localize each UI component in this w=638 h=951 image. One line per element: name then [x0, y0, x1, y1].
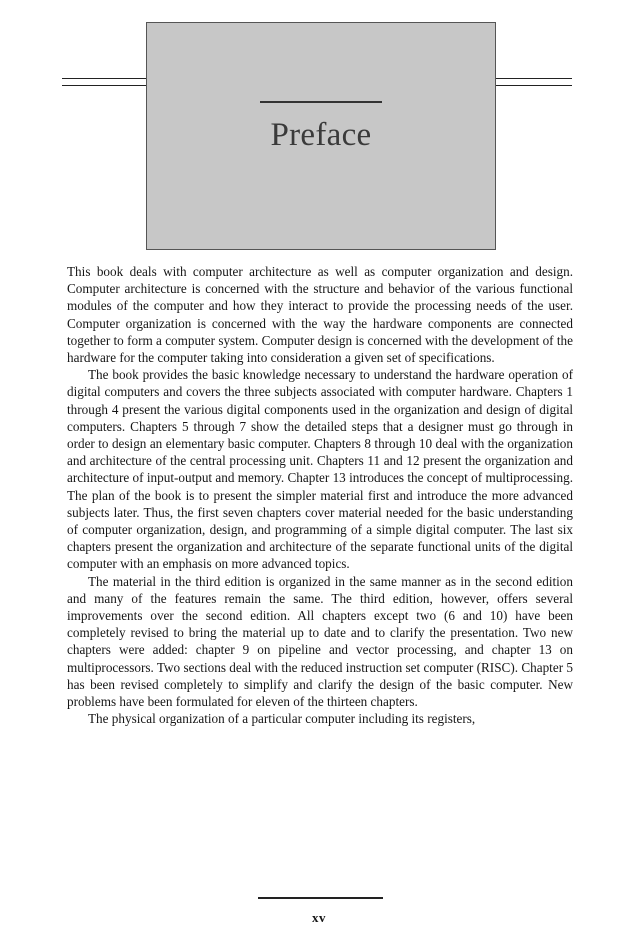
paragraph-1: This book deals with computer architecture as well as computer organization and design. Computer architecture is concerned with the structure and behavior of the various functional modules of the computer and how they interact to provide the processing needs of the user. Computer organization is concerned with the way the hardware components are connected together to form a computer system. Computer design is concerned with the development of the hardware for the computer taking into consideration a given set of specifications.	[67, 264, 573, 366]
paragraph-2: The book provides the basic knowledge necessary to understand the hardware operation of digital computers and covers the three subjects associated with computer hardware. Chapters 1 through 4 present the various digital components used in the organization and design of digital computers. Chapters 5 through 7 show the detailed steps that a designer must go through in order to design an elementary basic computer. Chapters 8 through 10 deal with the organization and architecture of the central processing unit. Chapters 11 and 12 present the organization and architecture of input-output and memory. Chapter 13 introduces the concept of multiprocessing. The plan of the book is to present the simpler material first and introduce the more advanced subjects later. Thus, the first seven chapters cover material needed for the basic understanding of computer organization, design, and programming of a simple digital computer. The last six chapters present the organization and architecture of the separate functional units of the digital computer with an emphasis on more advanced topics.	[67, 367, 573, 572]
paragraph-3: The material in the third edition is organized in the same manner as in the second edition and many of the features remain the same. The third edition, however, offers several improvements over the second edition. All chapters except two (6 and 10) have been completely revised to bring the material up to date and to clarify the presentation. Two new chapters were added: chapter 9 on pipeline and vector processing, and chapter 13 on multiprocessors. Two sections deal with the reduced instruction set computer (RISC). Chapter 5 has been revised completely to simplify and clarify the design of the basic computer. New problems have been formulated for eleven of the thirteen chapters.	[67, 573, 573, 710]
left-double-rule-bottom	[62, 85, 146, 86]
page-title: Preface	[270, 117, 372, 153]
right-double-rule-bottom	[496, 85, 572, 86]
title-rule	[260, 101, 382, 103]
page-number: xv	[312, 910, 326, 925]
chapter-header-box	[146, 22, 496, 250]
footer-rule	[258, 897, 383, 899]
right-double-rule-top	[496, 78, 572, 79]
left-double-rule-top	[62, 78, 146, 79]
paragraph-4: The physical organization of a particular computer including its registers,	[88, 711, 476, 727]
preface-body	[67, 263, 573, 727]
